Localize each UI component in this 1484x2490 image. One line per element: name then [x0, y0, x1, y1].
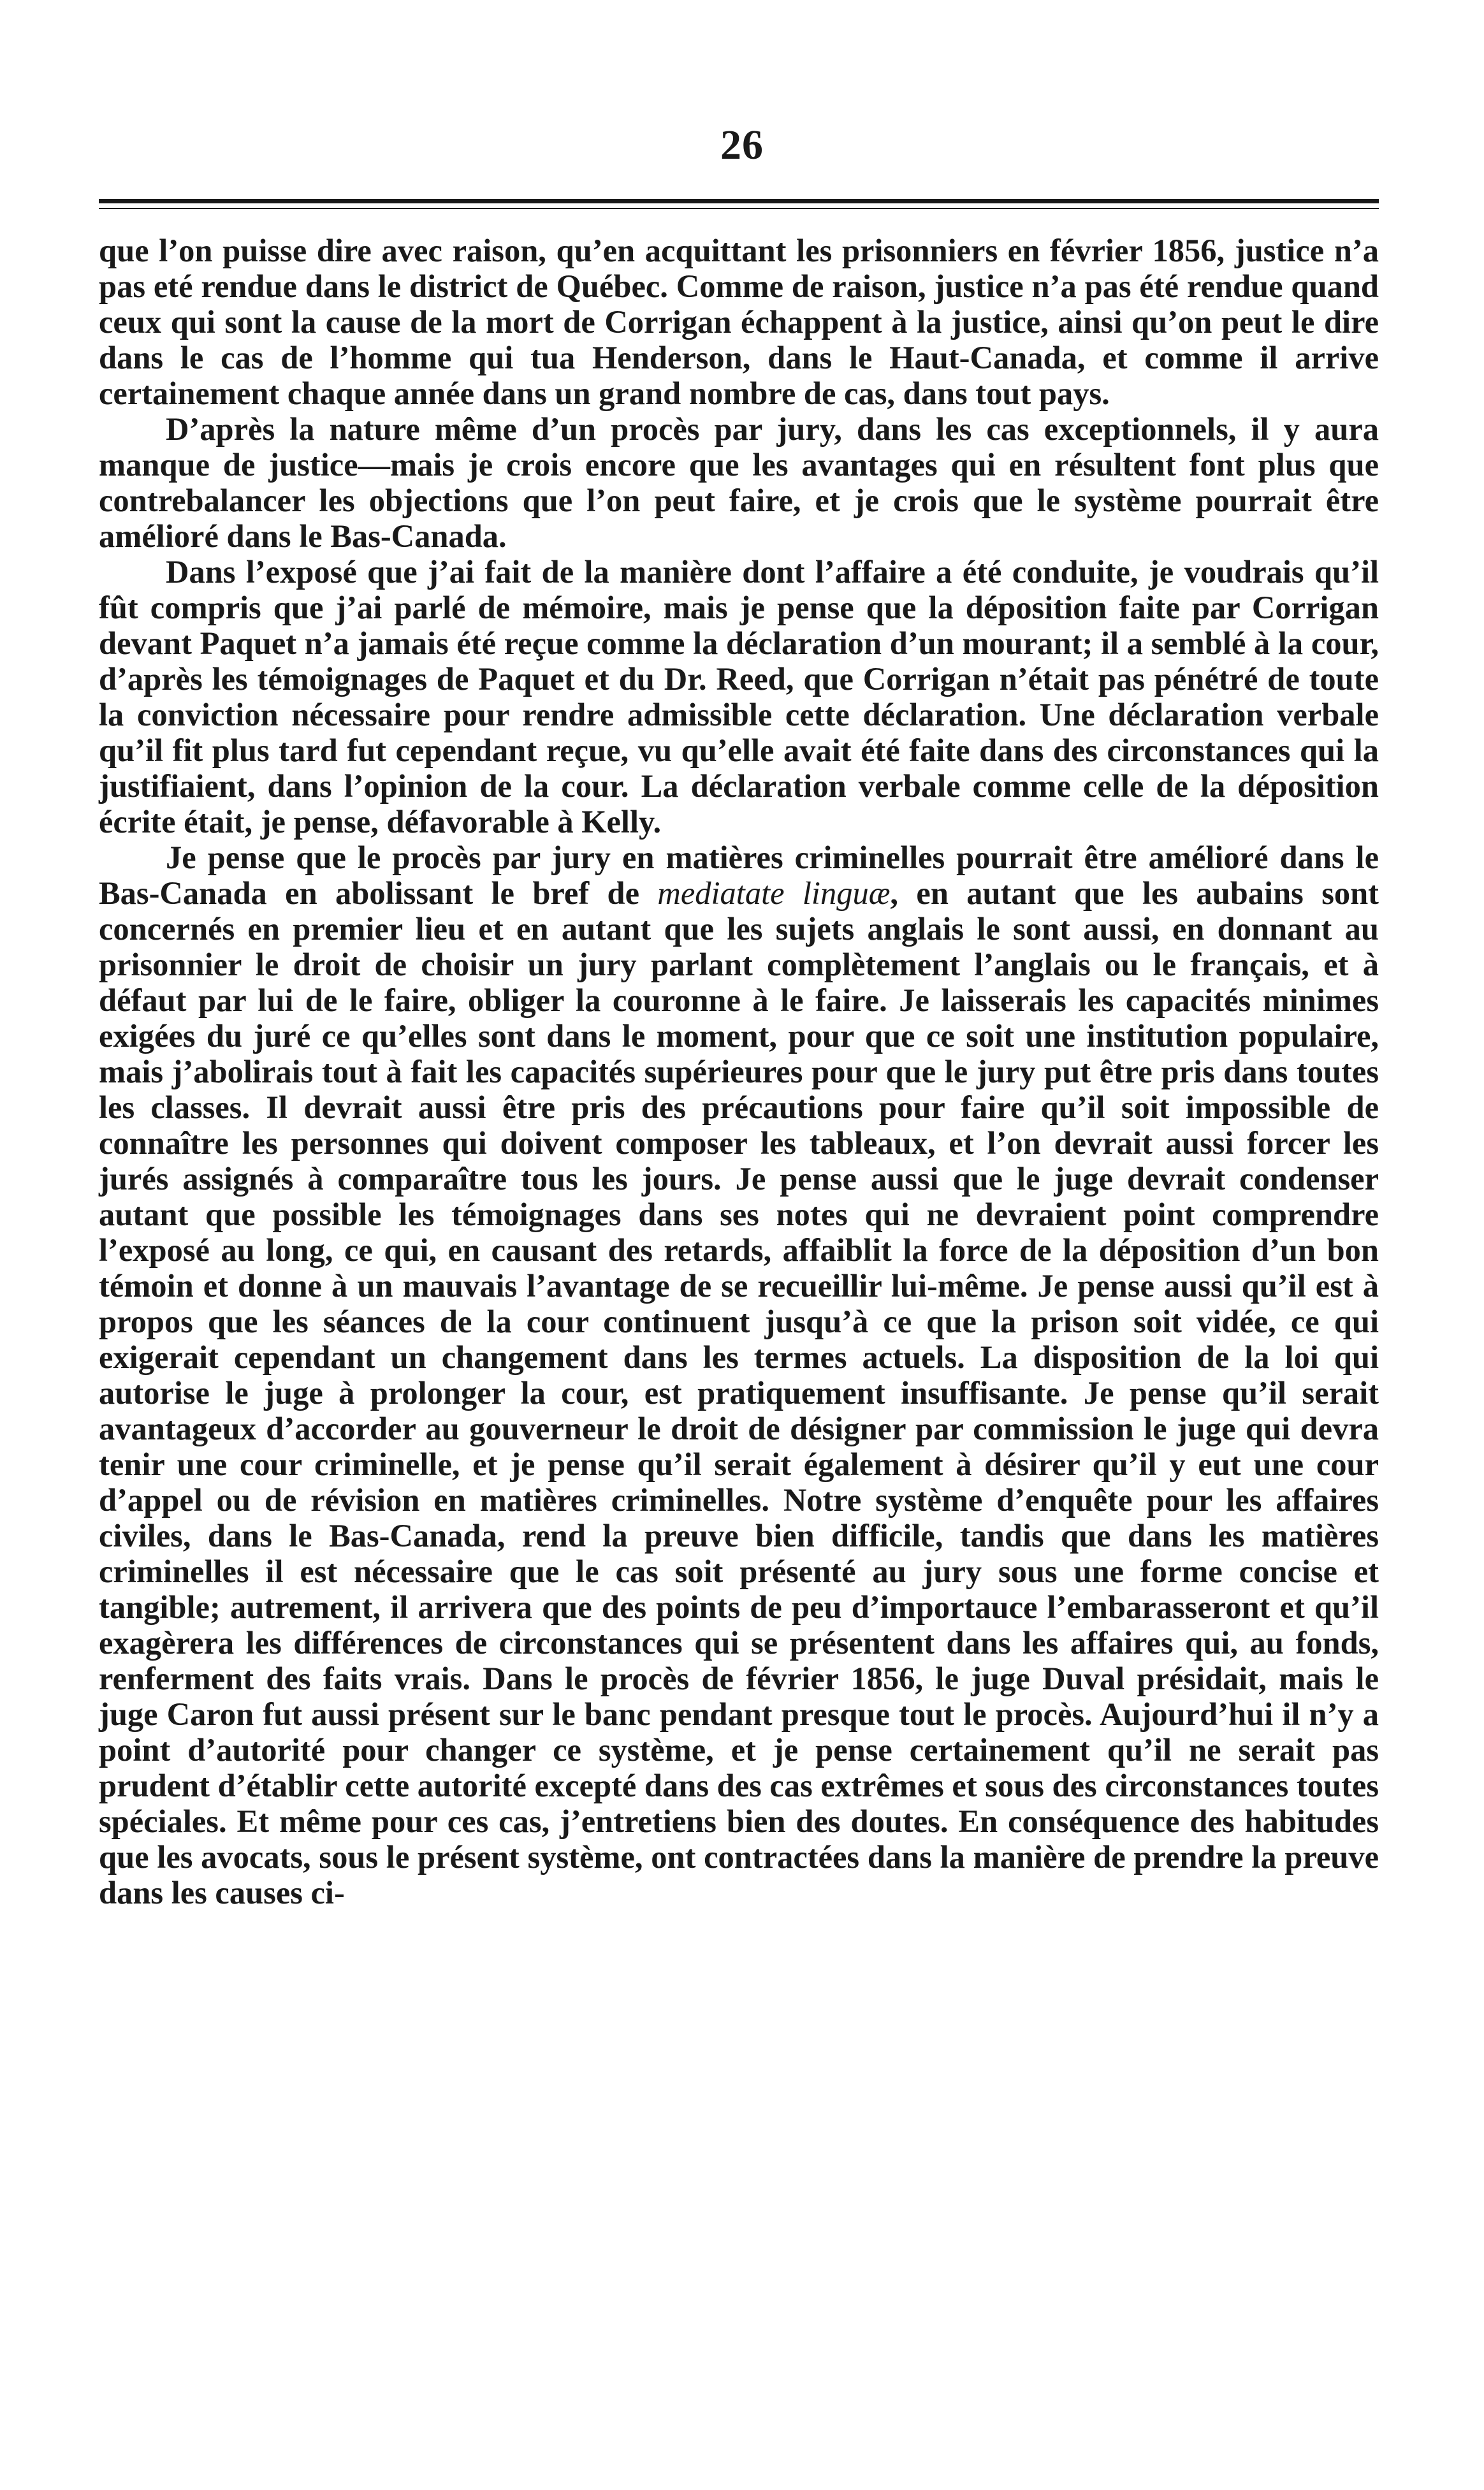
latin-term: mediatate linguæ [657, 875, 891, 911]
paragraph-4-after: , en autant que les aubains sont concernés en premier lieu et en autant que les sujets anglais le sont aussi, en donnant au prisonnier le droit de choisir un jury parlant complètement l’anglais ou le français, et à défaut par lui de le faire, obliger la couronne à le faire. Je laisserais les capacités minimes exigées du juré ce qu’elles sont dans le moment, pour que ce soit une institution populaire, mais j’abolirais tout à fait les capacités supérieures pour que le jury put être pris dans toutes les classes. Il devrait aussi être pris des précautions pour faire qu’il soit impossible de connaître les personnes qui doivent composer les tableaux, et l’on devrait aussi forcer les jurés assignés à comparaître tous les jours. Je pense aussi que le juge devrait condenser autant que possible les témoignages dans ses notes qui ne devraient point comprendre l’exposé au long, ce qui, en causant des retards, affaiblit la force de la déposition d’un bon témoin et donne à un mauvais l’avantage de se recueillir lui-même. Je pense aussi qu’il est à propos que les séances de la cour continuent jusqu’à ce que la prison soit vidée, ce qui exigerait cependant un changement dans les termes actuels. La disposition de la loi qui autorise le juge à prolonger la cour, est pratiquement insuffisante. Je pense qu’il serait avantageux d’accorder au gouverneur le droit de désigner par commission le juge qui devra tenir une cour criminelle, et je pense qu’il serait également à désirer qu’il y eut une cour d’appel ou de révision en matières criminelles. Notre système d’enquête pour les affaires civiles, dans le Bas-Canada, rend la preuve bien difficile, tandis que dans les matières criminelles il est nécessaire que le cas soit présenté au jury sous une forme concise et tangible; autrement, il arrivera que des points de peu d’importauce l’embarasseront et qu’il exagèrera les différences de circonstances qui se présentent dans les affaires qui, au fonds, renferment des faits vrais. Dans le procès de février 1856, le juge Duval présidait, mais le juge Caron fut aussi présent sur le banc pendant presque tout le procès. Aujourd’hui il n’y a point d’autorité pour changer ce système, et je pense certainement qu’il ne serait pas prudent d’établir cette autorité excepté dans des cas extrêmes et sous des circonstances toutes spéciales. Et même pour ces cas, j’entretiens bien des doutes. En conséquence des habitudes que les avocats, sous le présent système, ont contractées dans la manière de prendre la preuve dans les causes ci- [99, 875, 1379, 1911]
paragraph-4 [99, 840, 1379, 1911]
paragraph-4-before: Je pense que le procès par jury en matières criminelles pourrait être amélioré dans le Bas-Canada en abolissant le bref de [99, 840, 1379, 911]
header-rule-thick [99, 199, 1379, 203]
body-text [99, 233, 1379, 1911]
paragraph-1: que l’on puisse dire avec raison, qu’en acquittant les prisonniers en février 1856, justice n’a pas eté rendue dans le district de Québec. Comme de raison, justice n’a pas été rendue quand ceux qui sont la cause de la mort de Corrigan échappent à la justice, ainsi qu’on peut le dire dans le cas de l’homme qui tua Henderson, dans le Haut-Canada, et comme il arrive certainement chaque année dans un grand nombre de cas, dans tout pays. [99, 233, 1379, 411]
page-number: 26 [720, 122, 764, 168]
header-rule-thin [99, 208, 1379, 209]
paragraph-3: Dans l’exposé que j’ai fait de la manière dont l’affaire a été conduite, je voudrais qu’il fût compris que j’ai parlé de mémoire, mais je pense que la déposition faite par Corrigan devant Paquet n’a jamais été reçue comme la déclaration d’un mourant; il a semblé à la cour, d’après les témoignages de Paquet et du Dr. Reed, que Corrigan n’était pas pénétré de toute la conviction nécessaire pour rendre admissible cette déclaration. Une déclaration verbale qu’il fit plus tard fut cependant reçue, vu qu’elle avait été faite dans des circonstances qui la justifiaient, dans l’opinion de la cour. La déclaration verbale comme celle de la déposition écrite était, je pense, défavorable à Kelly. [99, 554, 1379, 840]
paragraph-2: D’après la nature même d’un procès par jury, dans les cas exceptionnels, il y aura manque de justice—mais je crois encore que les avantages qui en résultent font plus que contrebalancer les objections que l’on peut faire, et je crois que le système pourrait être amélioré dans le Bas-Canada. [99, 411, 1379, 554]
